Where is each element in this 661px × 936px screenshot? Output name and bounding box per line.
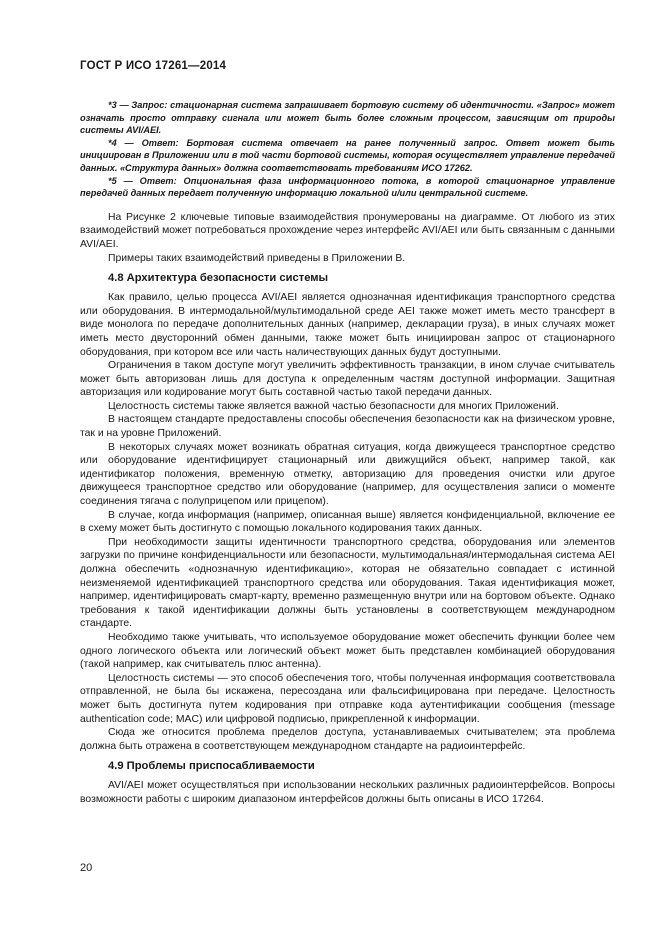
section-4-8-paragraph: В случае, когда информация (например, описанная выше) является конфиденциальной, включение ее в схему может быть достигнуто с помощью локального кодирования таких данных. — [80, 509, 615, 535]
section-4-9-title: 4.9 Проблемы приспосабливаемости — [108, 760, 315, 773]
section-4-8-paragraph: Необходимо также учитывать, что используемое оборудование может обеспечить функции более чем одного логического объекта или логический объект может быть представлен комбинацией оборудования (такой например, как считыватель плюс антенна). — [80, 631, 615, 671]
note-3: *3 — Запрос: стационарная система запрашивает бортовую систему об идентичности. «Запрос» может означать просто отправку сигнала или может быть более сложным процессом, зависящим от природы системы AVI/AEI. — [80, 100, 615, 136]
standard-header: ГОСТ Р ИСО 17261—2014 — [80, 60, 227, 72]
intro-paragraph-2: Примеры таких взаимодействий приведены в Приложении В. — [108, 252, 406, 264]
section-4-8-paragraph: Как правило, целью процесса AVI/AEI является однозначная идентификация транспортного средства или оборудования. В интермодальной/мультимодальной среде AEI также может иметь место трансферт в виде монолога по передаче дополнительных данных (например, декларации груза), в иных случаях может иметь место двусторонний обмен данными, также может быть инициирован запрос от стационарного оборудования, при котором все или часть наличествующих данных будут доступными. — [80, 292, 615, 358]
note-5: *5 — Ответ: Опциональная фаза информационного потока, в которой стационарное управление передачей данных передает полученную информацию локальной и/или центральной системе. — [80, 175, 615, 199]
page-number: 20 — [80, 862, 93, 874]
section-4-8-paragraph: В настоящем стандарте предоставлены способы обеспечения безопасности как на физическом уровне, так и на уровне Приложений. — [80, 414, 615, 440]
intro-paragraph-1: На Рисунке 2 ключевые типовые взаимодействия пронумерованы на диаграмме. От любого из этих взаимодействий может потребоваться прохождение через интерфейс AVI/AEI или быть связанным с данными AVI/AEI. — [80, 211, 615, 250]
section-4-8-paragraph: Ограничения в таком доступе могут увеличить эффективность транзакции, в ином случае считыватель может быть авторизован лишь для доступа к определенным частям доступной информации. Защитная авторизация или кодирование могут быть составной частью такой передачи данных. — [80, 360, 615, 399]
section-4-8-paragraph: Сюда же относится проблема пределов доступа, устанавливаемых считывателем; эта проблема должна быть отражена в соответствующем международном стандарте на радиоинтерфейс. — [80, 727, 615, 752]
section-4-8-paragraph: Целостность системы также является важной частью безопасности для многих Приложений. — [108, 400, 559, 412]
section-4-8-paragraph: В некоторых случаях может возникать обратная ситуация, когда движущееся транспортное средство или оборудование идентифицирует стационарный или движущийся объект, например такой, как идентификатор положения, временную отметку, авторизацию для проведения очистки или другое движущееся транспортное средство или оборудование (например, для осуществления записи о моменте соединения тягача с полуприцепом или прицепом). — [80, 441, 615, 508]
note-4: *4 — Ответ: Бортовая система отвечает на ранее полученный запрос. Ответ может быть инициирован в Приложении или в той части бортовой системы, которая осуществляет управление передачей данных. «Структура данных» должна соответствовать требованиям ИСО 17262. — [80, 137, 615, 173]
section-4-9-paragraph: AVI/AEI может осуществляться при использовании нескольких различных радиоинтерфейсов. Вопросы возможности работы с широким диапазоном интерфейсов должны быть описаны в ИСО 17264. — [80, 780, 615, 805]
section-4-8-title: 4.8 Архитектура безопасности системы — [108, 272, 329, 285]
section-4-8-paragraph: Целостность системы — это способ обеспечения того, чтобы полученная информация соответствовала отправленной, не была бы искажена, пересоздана или фальсифицирована при передаче. Целостность может быть достигнута путем кодирования при отправке кода аутентификации сообщения (message authentication code; MAC) или цифровой подписью, прикрепленной к информации. — [80, 672, 615, 725]
page-body — [80, 99, 615, 807]
section-4-8-paragraph: При необходимости защиты идентичности транспортного средства, оборудования или элементов загрузки по причине конфиденциальности или безопасности, мультимодальная/интермодальная система AEI должна обеспечить «однозначную идентификацию», которая не обязательно совпадает с истинной неизменяемой идентификацией транспортного средства или оборудования. Такая идентификация может, например, идентифицировать смарт-карту, временно размещенную внутри или на бортовом объекте. Однако требования к такой идентификации должны быть установлены в соответствующем международном стандарте. — [80, 536, 615, 630]
